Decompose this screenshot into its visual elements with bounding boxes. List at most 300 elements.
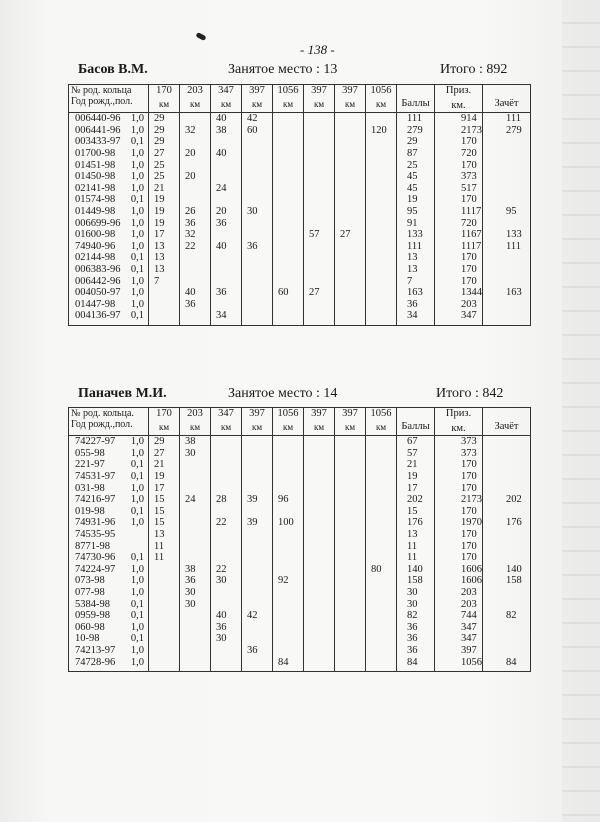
table-row (69, 482, 531, 494)
ring-cell (69, 633, 149, 645)
points-cell: 45 (397, 183, 435, 195)
priz-km-cell: 1117 (435, 206, 483, 218)
participant-name: Паначев М.И. (78, 386, 167, 401)
distance-score: 7 (149, 275, 180, 287)
ring-number: 01451-98 (75, 159, 116, 171)
distance-score (366, 194, 397, 206)
bottom-cell (211, 322, 242, 326)
distance-score: 26 (180, 206, 211, 218)
distance-score (366, 645, 397, 657)
table-row (69, 206, 531, 218)
distance-score: 29 (149, 136, 180, 148)
year-sex: 1,0 (130, 644, 144, 656)
credit-cell: 82 (483, 610, 531, 622)
credit-cell (483, 645, 531, 657)
distance-unit: км (375, 99, 387, 109)
credit-cell (483, 598, 531, 610)
distance-score (273, 159, 304, 171)
distance-score (211, 252, 242, 264)
distance-score (304, 171, 335, 183)
distance-score (366, 610, 397, 622)
distance-score: 20 (180, 171, 211, 183)
distance-score (242, 183, 273, 195)
points-cell: 13 (397, 252, 435, 264)
ring-number: 8771-98 (75, 540, 110, 552)
table-row (69, 506, 531, 518)
ring-cell (69, 287, 149, 299)
distance-score (304, 540, 335, 552)
distance-score (304, 552, 335, 564)
priz-km-cell: 373 (435, 448, 483, 460)
distance-score (180, 275, 211, 287)
distance-score (180, 610, 211, 622)
bottom-cell (366, 668, 397, 672)
points-cell: 133 (397, 229, 435, 241)
credit-cell (483, 506, 531, 518)
credit-header-label: Зачёт (494, 98, 519, 109)
ring-number: 74730-96 (75, 552, 116, 564)
distance-score (242, 159, 273, 171)
distance-header (211, 408, 242, 436)
distance-score (304, 598, 335, 610)
distance-score (273, 183, 304, 195)
distance-header (180, 85, 211, 113)
points-cell: 29 (397, 136, 435, 148)
header-row (69, 85, 531, 113)
bottom-cell (149, 322, 180, 326)
credit-cell (483, 194, 531, 206)
distance-value: 397 (311, 85, 327, 96)
credit-cell (483, 183, 531, 195)
distance-score: 22 (211, 564, 242, 576)
distance-score: 15 (149, 506, 180, 518)
bottom-cell (435, 668, 483, 672)
participant-name: Басов В.М. (78, 62, 148, 77)
credit-cell: 158 (483, 575, 531, 587)
priz-km-cell: 1970 (435, 517, 483, 529)
distance-score (211, 299, 242, 311)
bottom-cell (366, 322, 397, 326)
priz-header-line1: Приз. (445, 85, 472, 96)
points-cell: 111 (397, 241, 435, 253)
distance-unit: км (251, 422, 263, 432)
distance-unit: км (189, 99, 201, 109)
distance-score: 17 (149, 229, 180, 241)
bottom-cell (273, 322, 304, 326)
ring-cell (69, 517, 149, 529)
table-row (69, 275, 531, 287)
points-header-label: Баллы (401, 421, 430, 432)
ring-cell (69, 564, 149, 576)
distance-score (149, 310, 180, 322)
distance-score (366, 448, 397, 460)
distance-score (273, 113, 304, 125)
distance-score (335, 264, 366, 276)
points-header (397, 85, 435, 113)
bottom-cell (304, 322, 335, 326)
distance-score (273, 206, 304, 218)
distance-score (242, 471, 273, 483)
distance-score (366, 217, 397, 229)
ring-number: 077-98 (75, 587, 105, 599)
priz-km-cell: 170 (435, 136, 483, 148)
credit-cell (483, 299, 531, 311)
distance-value: 347 (218, 408, 234, 419)
points-cell: 45 (397, 171, 435, 183)
distance-score: 30 (211, 575, 242, 587)
credit-cell (483, 159, 531, 171)
distance-score (180, 529, 211, 541)
distance-score (149, 575, 180, 587)
distance-score (366, 299, 397, 311)
distance-score: 96 (273, 494, 304, 506)
distance-value: 1056 (370, 408, 392, 419)
year-sex: 1,0 (130, 482, 144, 494)
credit-cell (483, 482, 531, 494)
total-label: Итого : 842 (436, 386, 504, 401)
points-cell: 19 (397, 194, 435, 206)
distance-score (366, 598, 397, 610)
distance-score: 13 (149, 241, 180, 253)
distance-score: 36 (211, 217, 242, 229)
year-sex: 1,0 (130, 494, 144, 506)
distance-score (304, 206, 335, 218)
credit-header-label: Зачёт (494, 421, 519, 432)
points-header-label: Баллы (401, 98, 430, 109)
distance-score (211, 159, 242, 171)
distance-score (211, 229, 242, 241)
ring-number: 01574-98 (75, 194, 116, 206)
table-row (69, 299, 531, 311)
distance-score (211, 506, 242, 518)
distance-score (335, 275, 366, 287)
distance-score (273, 506, 304, 518)
distance-score (335, 299, 366, 311)
distance-score (335, 310, 366, 322)
distance-header (211, 85, 242, 113)
distance-score: 29 (149, 113, 180, 125)
distance-score (273, 217, 304, 229)
ring-number: 006441-96 (75, 124, 121, 136)
credit-cell: 140 (483, 564, 531, 576)
ring-number: 10-98 (75, 633, 100, 645)
header-row (69, 408, 531, 436)
distance-score (335, 564, 366, 576)
distance-score (180, 552, 211, 564)
ring-cell (69, 645, 149, 657)
distance-unit: км (282, 422, 294, 432)
distance-score (211, 529, 242, 541)
year-sex: 1,0 (130, 298, 144, 310)
distance-score (242, 564, 273, 576)
distance-score (149, 598, 180, 610)
distance-unit: км (313, 422, 325, 432)
distance-score (242, 299, 273, 311)
distance-value: 397 (249, 408, 265, 419)
distance-score (273, 148, 304, 160)
priz-km-cell: 170 (435, 529, 483, 541)
distance-score: 27 (335, 229, 366, 241)
distance-score: 30 (242, 206, 273, 218)
ring-header-label: № род. кольца (71, 85, 132, 96)
points-cell: 279 (397, 125, 435, 137)
distance-score (304, 275, 335, 287)
points-cell: 95 (397, 206, 435, 218)
points-cell: 84 (397, 656, 435, 668)
distance-score (242, 633, 273, 645)
priz-km-cell: 373 (435, 171, 483, 183)
distance-score: 42 (242, 113, 273, 125)
place-label: Занятое место : 13 (228, 62, 338, 77)
ring-number: 003433-97 (75, 136, 121, 148)
distance-score: 19 (149, 471, 180, 483)
distance-score (335, 148, 366, 160)
ring-number: 74531-97 (75, 471, 116, 483)
bottom-cell (180, 668, 211, 672)
credit-cell: 133 (483, 229, 531, 241)
priz-km-cell: 1056 (435, 656, 483, 668)
distance-score (304, 622, 335, 634)
distance-value: 203 (187, 408, 203, 419)
distance-score (335, 125, 366, 137)
priz-km-cell: 203 (435, 587, 483, 599)
priz-km-cell: 1117 (435, 241, 483, 253)
year-sex: 0,1 (130, 252, 144, 264)
distance-score: 30 (211, 633, 242, 645)
distance-score (211, 656, 242, 668)
ring-number: 221-97 (75, 459, 105, 471)
year-sex: 1,0 (130, 217, 144, 229)
distance-score (180, 482, 211, 494)
distance-score (149, 656, 180, 668)
distance-score (335, 436, 366, 448)
distance-score (304, 136, 335, 148)
points-cell: 21 (397, 459, 435, 471)
ring-cell (69, 529, 149, 541)
priz-km-cell: 203 (435, 299, 483, 311)
distance-score (304, 506, 335, 518)
table-row (69, 517, 531, 529)
credit-cell (483, 622, 531, 634)
distance-score: 25 (149, 159, 180, 171)
priz-km-cell: 720 (435, 217, 483, 229)
distance-score (304, 482, 335, 494)
distance-score (273, 310, 304, 322)
bottom-cell (273, 668, 304, 672)
distance-score (366, 633, 397, 645)
points-cell: 91 (397, 217, 435, 229)
priz-km-cell: 1167 (435, 229, 483, 241)
distance-header (304, 85, 335, 113)
distance-value: 347 (218, 85, 234, 96)
distance-score: 39 (242, 494, 273, 506)
bottom-cell (435, 322, 483, 326)
credit-cell: 279 (483, 125, 531, 137)
distance-score (366, 540, 397, 552)
credit-cell (483, 633, 531, 645)
distance-score: 30 (180, 448, 211, 460)
ring-number: 006699-96 (75, 217, 121, 229)
year-sex: 0,1 (130, 552, 144, 564)
distance-score: 25 (149, 171, 180, 183)
distance-score: 36 (180, 575, 211, 587)
credit-cell (483, 136, 531, 148)
distance-score (242, 448, 273, 460)
distance-score (273, 610, 304, 622)
distance-score (366, 171, 397, 183)
distance-score (304, 564, 335, 576)
year-sex: 1,0 (130, 587, 144, 599)
distance-score (180, 540, 211, 552)
ring-number: 01447-98 (75, 298, 116, 310)
distance-header (242, 408, 273, 436)
ring-number: 74224-97 (75, 563, 116, 575)
points-header (397, 408, 435, 436)
ring-cell (69, 229, 149, 241)
results-table (68, 407, 531, 672)
distance-score (242, 598, 273, 610)
ring-number: 060-98 (75, 621, 105, 633)
distance-score (242, 436, 273, 448)
credit-cell: 95 (483, 206, 531, 218)
distance-score (304, 610, 335, 622)
distance-score: 36 (211, 622, 242, 634)
distance-score (273, 448, 304, 460)
distance-score: 84 (273, 656, 304, 668)
distance-score (335, 171, 366, 183)
ring-cell (69, 656, 149, 668)
distance-score (242, 194, 273, 206)
results-table (68, 84, 531, 326)
distance-score (304, 148, 335, 160)
table-row (69, 552, 531, 564)
distance-value: 170 (156, 408, 172, 419)
distance-score (211, 482, 242, 494)
distance-score (335, 252, 366, 264)
table-row (69, 287, 531, 299)
distance-score: 39 (242, 517, 273, 529)
distance-score: 32 (180, 125, 211, 137)
priz-km-cell: 170 (435, 471, 483, 483)
distance-score: 13 (149, 264, 180, 276)
section-header (78, 386, 538, 406)
distance-score: 17 (149, 482, 180, 494)
distance-score (304, 517, 335, 529)
distance-score (273, 229, 304, 241)
credit-cell: 111 (483, 241, 531, 253)
distance-score (304, 183, 335, 195)
table-row (69, 540, 531, 552)
points-cell: 19 (397, 471, 435, 483)
ring-cell (69, 183, 149, 195)
year-sex: 0,1 (130, 459, 144, 471)
distance-score (366, 656, 397, 668)
distance-header (149, 85, 180, 113)
credit-cell (483, 217, 531, 229)
ring-number: 74931-96 (75, 517, 116, 529)
distance-score: 36 (242, 645, 273, 657)
distance-score (242, 656, 273, 668)
distance-score: 27 (304, 287, 335, 299)
distance-score (366, 113, 397, 125)
priz-km-cell: 517 (435, 183, 483, 195)
distance-score (335, 575, 366, 587)
distance-score: 21 (149, 459, 180, 471)
distance-score (273, 136, 304, 148)
distance-score (335, 494, 366, 506)
year-sex-header-label: Год рожд.,пол. (71, 96, 133, 107)
table-row (69, 564, 531, 576)
distance-score: 29 (149, 125, 180, 137)
points-cell: 87 (397, 148, 435, 160)
distance-score (366, 517, 397, 529)
distance-score (211, 264, 242, 276)
distance-score (273, 540, 304, 552)
distance-score (304, 264, 335, 276)
table-row (69, 529, 531, 541)
priz-km-cell: 397 (435, 645, 483, 657)
distance-score: 19 (149, 194, 180, 206)
year-sex: 1,0 (130, 563, 144, 575)
distance-score (335, 459, 366, 471)
priz-km-cell: 1606 (435, 564, 483, 576)
ring-number: 004050-97 (75, 287, 121, 299)
credit-cell (483, 252, 531, 264)
distance-score (211, 587, 242, 599)
distance-score: 40 (180, 287, 211, 299)
table-bottom (69, 668, 531, 672)
ring-cell (69, 494, 149, 506)
ring-number: 006383-96 (75, 264, 121, 276)
distance-value: 1056 (277, 408, 299, 419)
distance-score (335, 587, 366, 599)
distance-score: 40 (211, 241, 242, 253)
credit-cell (483, 148, 531, 160)
year-sex: 1,0 (130, 575, 144, 587)
points-cell: 202 (397, 494, 435, 506)
distance-score (366, 529, 397, 541)
ring-cell (69, 148, 149, 160)
distance-value: 397 (249, 85, 265, 96)
priz-km-cell: 2173 (435, 125, 483, 137)
priz-km-cell: 2173 (435, 494, 483, 506)
priz-km-cell: 1606 (435, 575, 483, 587)
distance-score (149, 564, 180, 576)
table-row (69, 217, 531, 229)
credit-cell (483, 587, 531, 599)
ring-number: 055-98 (75, 447, 105, 459)
distance-score (366, 587, 397, 599)
distance-score (335, 482, 366, 494)
distance-header (273, 408, 304, 436)
distance-score (366, 494, 397, 506)
distance-score (211, 540, 242, 552)
distance-score (211, 436, 242, 448)
credit-cell: 202 (483, 494, 531, 506)
table-row (69, 622, 531, 634)
distance-score: 13 (149, 252, 180, 264)
distance-score: 30 (180, 587, 211, 599)
year-sex: 1,0 (130, 182, 144, 194)
distance-score (211, 136, 242, 148)
distance-score (366, 275, 397, 287)
table-row (69, 459, 531, 471)
distance-header (242, 85, 273, 113)
points-cell: 57 (397, 448, 435, 460)
distance-score: 36 (180, 299, 211, 311)
table-row (69, 610, 531, 622)
distance-score (149, 610, 180, 622)
